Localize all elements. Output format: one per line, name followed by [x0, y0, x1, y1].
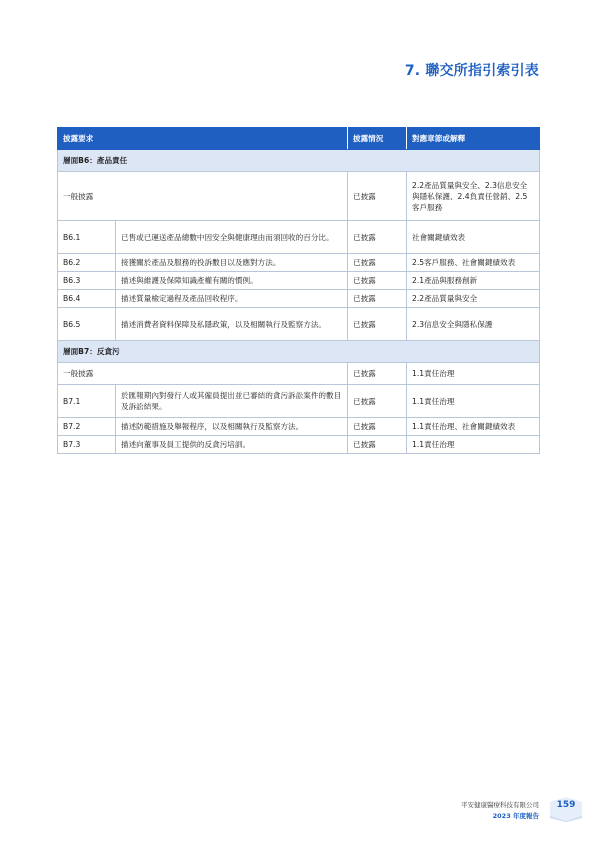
- header-reference: 對應章節或解釋: [407, 128, 540, 150]
- status-cell: 已披露: [348, 385, 407, 418]
- table-row: [58, 221, 540, 254]
- description-cell: 描述防範措施及舉報程序，以及相關執行及監察方法。: [116, 418, 348, 436]
- table-row: [58, 172, 540, 221]
- code-cell: B6.2: [58, 254, 116, 272]
- footer-report-title: 2023 年度報告: [492, 812, 539, 820]
- reference-cell: 社會關鍵績效表: [407, 221, 540, 254]
- general-disclosure-label: 一般披露: [58, 363, 348, 385]
- table-row: [58, 308, 540, 341]
- description-cell: 描述向董事及員工提供的反貪污培訓。: [116, 436, 348, 454]
- reference-cell: 1.1責任治理: [407, 436, 540, 454]
- code-cell: B6.1: [58, 221, 116, 254]
- header-requirement: 披露要求: [58, 128, 348, 150]
- reference-cell: 2.3信息安全與隱私保護: [407, 308, 540, 341]
- code-cell: B7.2: [58, 418, 116, 436]
- header-status: 披露情況: [348, 128, 407, 150]
- status-cell: 已披露: [348, 221, 407, 254]
- table-row: [58, 385, 540, 418]
- status-cell: 已披露: [348, 272, 407, 290]
- reference-cell: 1.1責任治理: [407, 385, 540, 418]
- table-row: [58, 290, 540, 308]
- code-cell: B6.3: [58, 272, 116, 290]
- reference-cell: 1.1責任治理、社會關鍵績效表: [407, 418, 540, 436]
- status-cell: 已披露: [348, 308, 407, 341]
- code-cell: B7.3: [58, 436, 116, 454]
- status-cell: 已披露: [348, 254, 407, 272]
- reference-cell: 1.1責任治理: [407, 363, 540, 385]
- section-heading: 層面B7：反貪污: [58, 341, 540, 363]
- general-disclosure-label: 一般披露: [58, 172, 348, 221]
- reference-cell: 2.5客戶服務、社會關鍵績效表: [407, 254, 540, 272]
- table-header-row: [58, 128, 540, 150]
- status-cell: 已披露: [348, 418, 407, 436]
- table-row: [58, 272, 540, 290]
- page-number: 159: [556, 800, 576, 810]
- code-cell: B6.5: [58, 308, 116, 341]
- description-cell: 已售或已運送產品總數中因安全與健康理由而須回收的百分比。: [116, 221, 348, 254]
- description-cell: 於匯報期內對發行人或其僱員提出並已審結的貪污訴訟案件的數目及訴訟結果。: [116, 385, 348, 418]
- table-row: [58, 254, 540, 272]
- status-cell: 已披露: [348, 290, 407, 308]
- code-cell: B7.1: [58, 385, 116, 418]
- hkex-index-table: [57, 127, 540, 454]
- footer-company-name: 平安健康醫療科技有限公司: [461, 801, 539, 809]
- reference-cell: 2.1產品與服務創新: [407, 272, 540, 290]
- status-cell: 已披露: [348, 363, 407, 385]
- status-cell: 已披露: [348, 172, 407, 221]
- section-row-b6: [58, 150, 540, 172]
- description-cell: 描述質量檢定過程及產品回收程序。: [116, 290, 348, 308]
- table-row: [58, 418, 540, 436]
- code-cell: B6.4: [58, 290, 116, 308]
- table-row: [58, 363, 540, 385]
- description-cell: 接獲關於產品及服務的投訴數目以及應對方法。: [116, 254, 348, 272]
- description-cell: 描述消費者資料保障及私隱政策，以及相關執行及監察方法。: [116, 308, 348, 341]
- section-row-b7: [58, 341, 540, 363]
- table-row: [58, 436, 540, 454]
- description-cell: 描述與維護及保障知識產權有關的慣例。: [116, 272, 348, 290]
- reference-cell: 2.2產品質量與安全: [407, 290, 540, 308]
- section-heading: 層面B6：產品責任: [58, 150, 540, 172]
- reference-cell: 2.2產品質量與安全、2.3信息安全與隱私保護、2.4負責任營銷、2.5客戶服務: [407, 172, 540, 221]
- page-title: 7. 聯交所指引索引表: [404, 63, 539, 79]
- status-cell: 已披露: [348, 436, 407, 454]
